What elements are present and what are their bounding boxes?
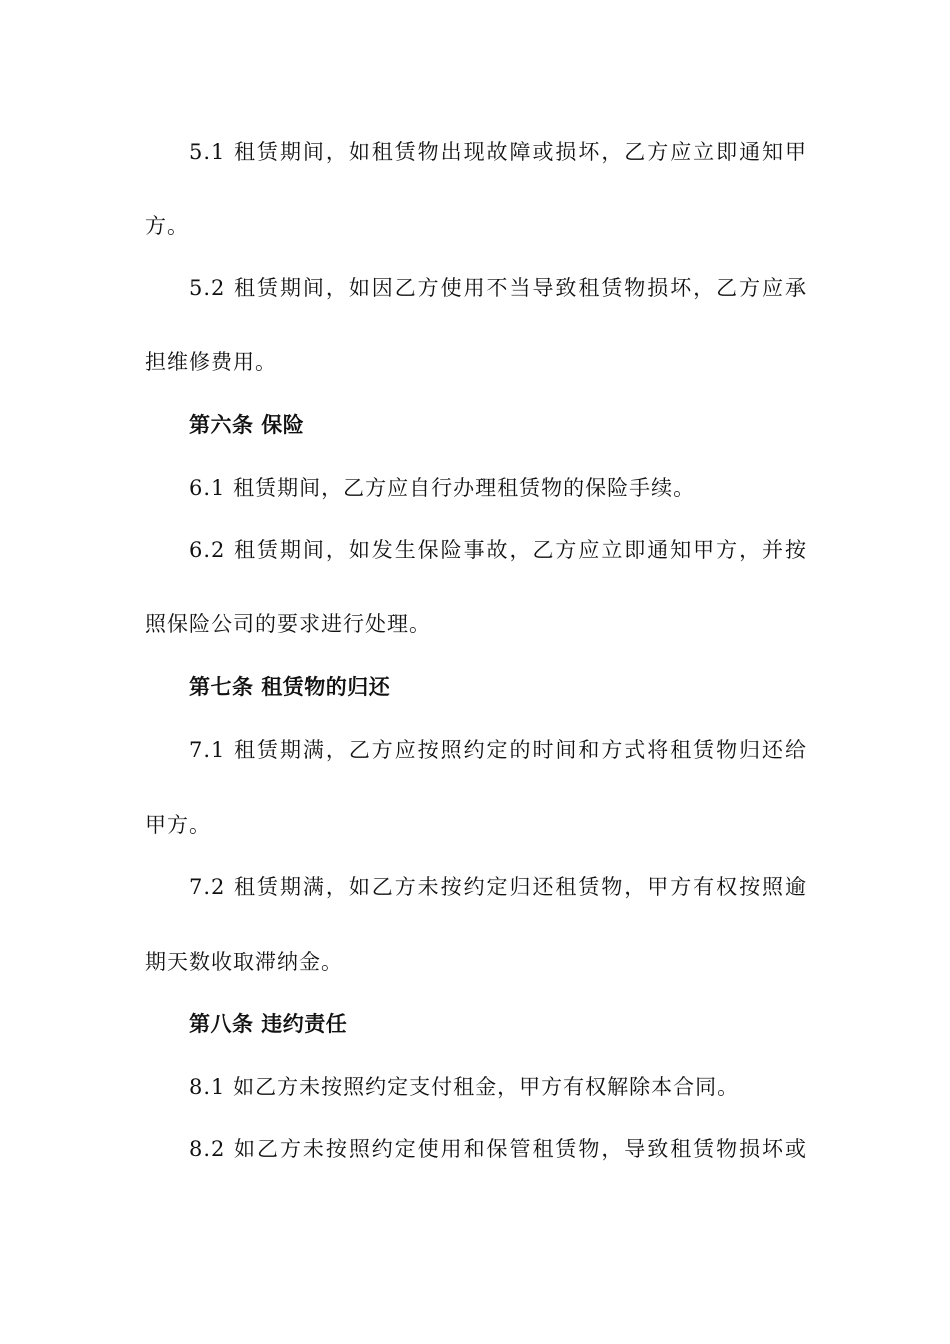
clause-6-2-line-1: 6.2 租赁期间，如发生保险事故，乙方应立即通知甲方，并按 (189, 538, 807, 562)
article-8-heading: 第八条 违约责任 (189, 1012, 348, 1036)
clause-7-2-line-2: 期天数收取滞纳金。 (145, 950, 343, 974)
clause-6-2-line-2: 照保险公司的要求进行处理。 (145, 612, 431, 636)
clause-7-1-line-1: 7.1 租赁期满，乙方应按照约定的时间和方式将租赁物归还给 (189, 738, 807, 762)
clause-7-2-line-1: 7.2 租赁期满，如乙方未按约定归还租赁物，甲方有权按照逾 (189, 875, 807, 899)
article-7-heading: 第七条 租赁物的归还 (189, 675, 391, 699)
clause-7-1-line-2: 甲方。 (145, 813, 211, 837)
clause-5-1-line-2: 方。 (145, 214, 189, 238)
clause-5-2-line-2: 担维修费用。 (145, 350, 277, 374)
clause-5-1-line-1: 5.1 租赁期间，如租赁物出现故障或损坏，乙方应立即通知甲 (189, 140, 807, 164)
clause-6-1: 6.1 租赁期间，乙方应自行办理租赁物的保险手续。 (189, 476, 696, 500)
clause-8-2-line-1: 8.2 如乙方未按照约定使用和保管租赁物，导致租赁物损坏或 (189, 1137, 807, 1161)
clause-5-2-line-1: 5.2 租赁期间，如因乙方使用不当导致租赁物损坏，乙方应承 (189, 276, 807, 300)
clause-8-1: 8.1 如乙方未按照约定支付租金，甲方有权解除本合同。 (189, 1075, 740, 1099)
article-6-heading: 第六条 保险 (189, 413, 305, 437)
